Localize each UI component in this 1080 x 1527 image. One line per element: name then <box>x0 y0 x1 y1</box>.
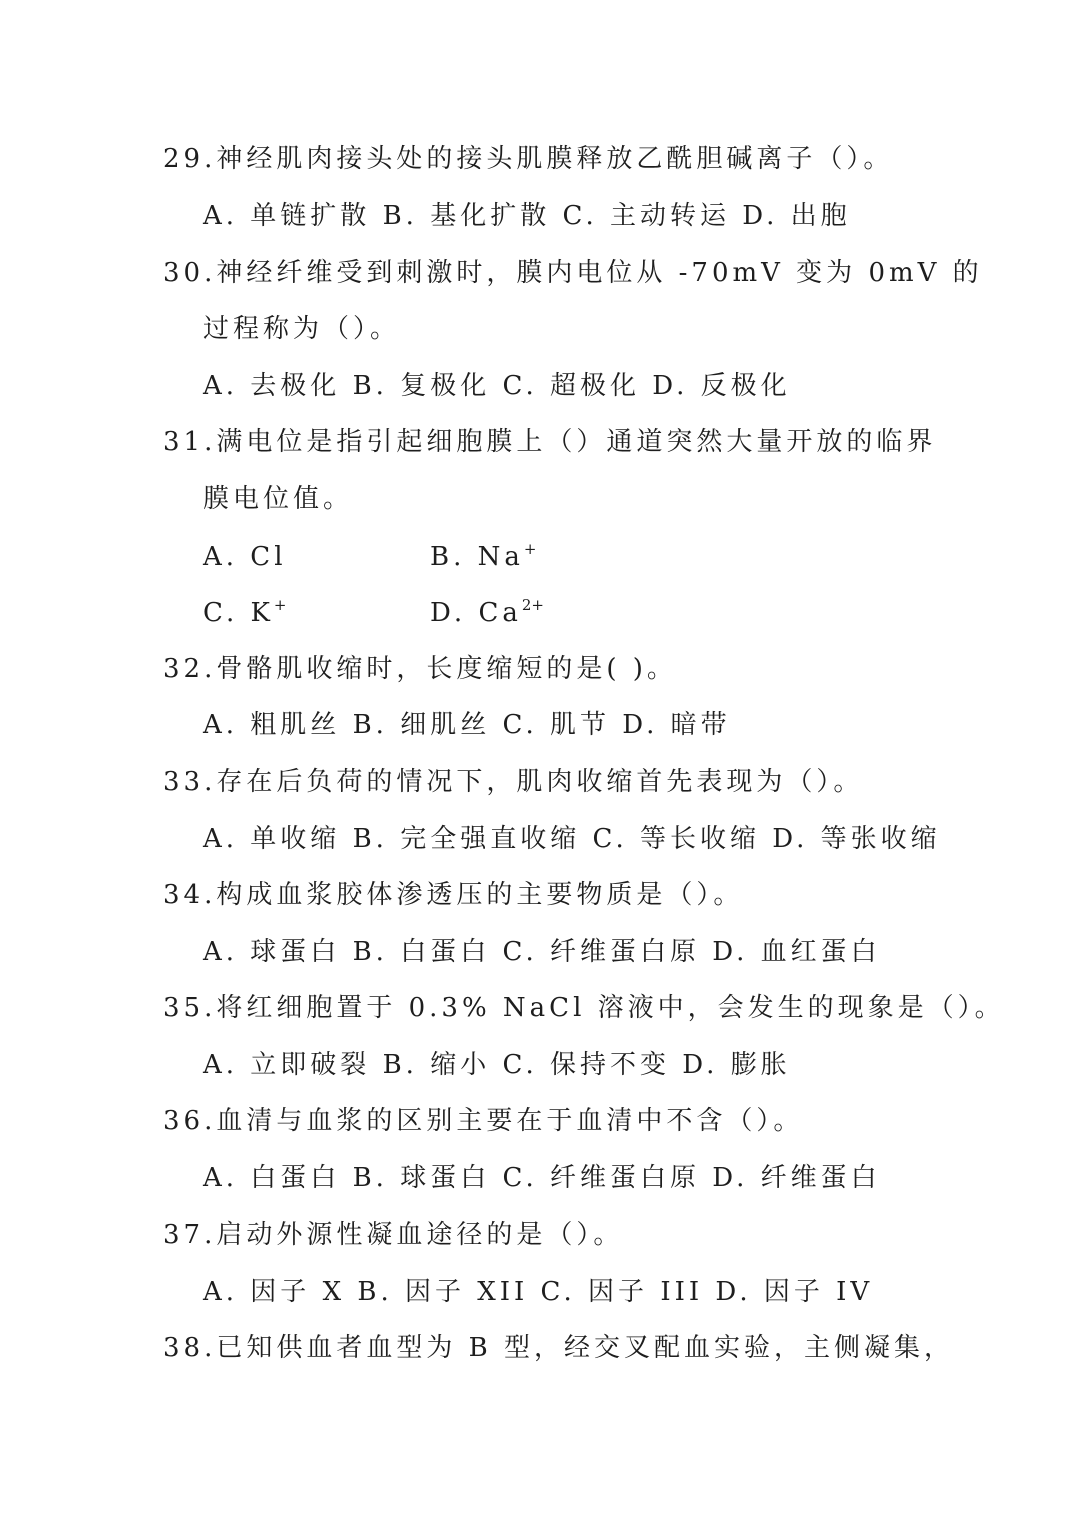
option-d-superscript: 2+ <box>521 596 544 614</box>
question-33-options: A. 单收缩 B. 完全强直收缩 C. 等长收缩 D. 等张收缩 <box>203 824 941 854</box>
question-30-stem-line2: 过程称为（）。 <box>203 314 401 344</box>
question-35-stem: 35.将红细胞置于 0.3% NaCl 溶液中，会发生的现象是（）。 <box>163 993 1005 1023</box>
question-37-options: A. 因子 X B. 因子 XII C. 因子 III D. 因子 IV <box>203 1277 874 1307</box>
question-31-option-a <box>203 540 287 574</box>
question-37-stem: 37.启动外源性凝血途径的是（）。 <box>163 1220 624 1250</box>
question-34-options: A. 球蛋白 B. 白蛋白 C. 纤维蛋白原 D. 血红蛋白 <box>203 937 881 967</box>
question-31-stem-line1: 31.满电位是指引起细胞膜上（）通道突然大量开放的临界 <box>163 427 937 457</box>
question-38-stem-line1: 38.已知供血者血型为 B 型，经交叉配血实验，主侧凝集， <box>163 1333 954 1363</box>
question-33-stem: 33.存在后负荷的情况下，肌肉收缩首先表现为（）。 <box>163 767 864 797</box>
question-36-stem: 36.血清与血浆的区别主要在于血清中不含（）。 <box>163 1106 804 1136</box>
question-30-stem-line1: 30.神经纤维受到刺激时，膜内电位从 -70mV 变为 0mV 的 <box>163 258 983 288</box>
option-a-text: A. Cl <box>203 542 287 572</box>
question-32-stem: 32.骨骼肌收缩时，长度缩短的是( )。 <box>163 654 677 684</box>
question-32-options: A. 粗肌丝 B. 细肌丝 C. 肌节 D. 暗带 <box>203 710 731 740</box>
question-36-options: A. 白蛋白 B. 球蛋白 C. 纤维蛋白原 D. 纤维蛋白 <box>203 1163 881 1193</box>
option-d-text: D. Ca <box>430 598 522 628</box>
question-30-options: A. 去极化 B. 复极化 C. 超极化 D. 反极化 <box>203 371 791 401</box>
question-31-option-c <box>203 596 287 630</box>
option-b-text: B. Na <box>430 542 524 572</box>
question-31-option-b <box>430 540 536 574</box>
question-31-option-d <box>430 596 544 630</box>
question-31-stem-line2: 膜电位值。 <box>203 484 354 514</box>
question-35-options: A. 立即破裂 B. 缩小 C. 保持不变 D. 膨胀 <box>203 1050 791 1080</box>
question-29-options: A. 单链扩散 B. 基化扩散 C. 主动转运 D. 出胞 <box>203 201 851 231</box>
option-c-superscript: + <box>273 596 287 614</box>
option-b-superscript: + <box>523 540 537 558</box>
question-34-stem: 34.构成血浆胶体渗透压的主要物质是（）。 <box>163 880 744 910</box>
option-c-text: C. K <box>203 598 274 628</box>
question-29-stem: 29.神经肌肉接头处的接头肌膜释放乙酰胆碱离子（）。 <box>163 144 894 174</box>
